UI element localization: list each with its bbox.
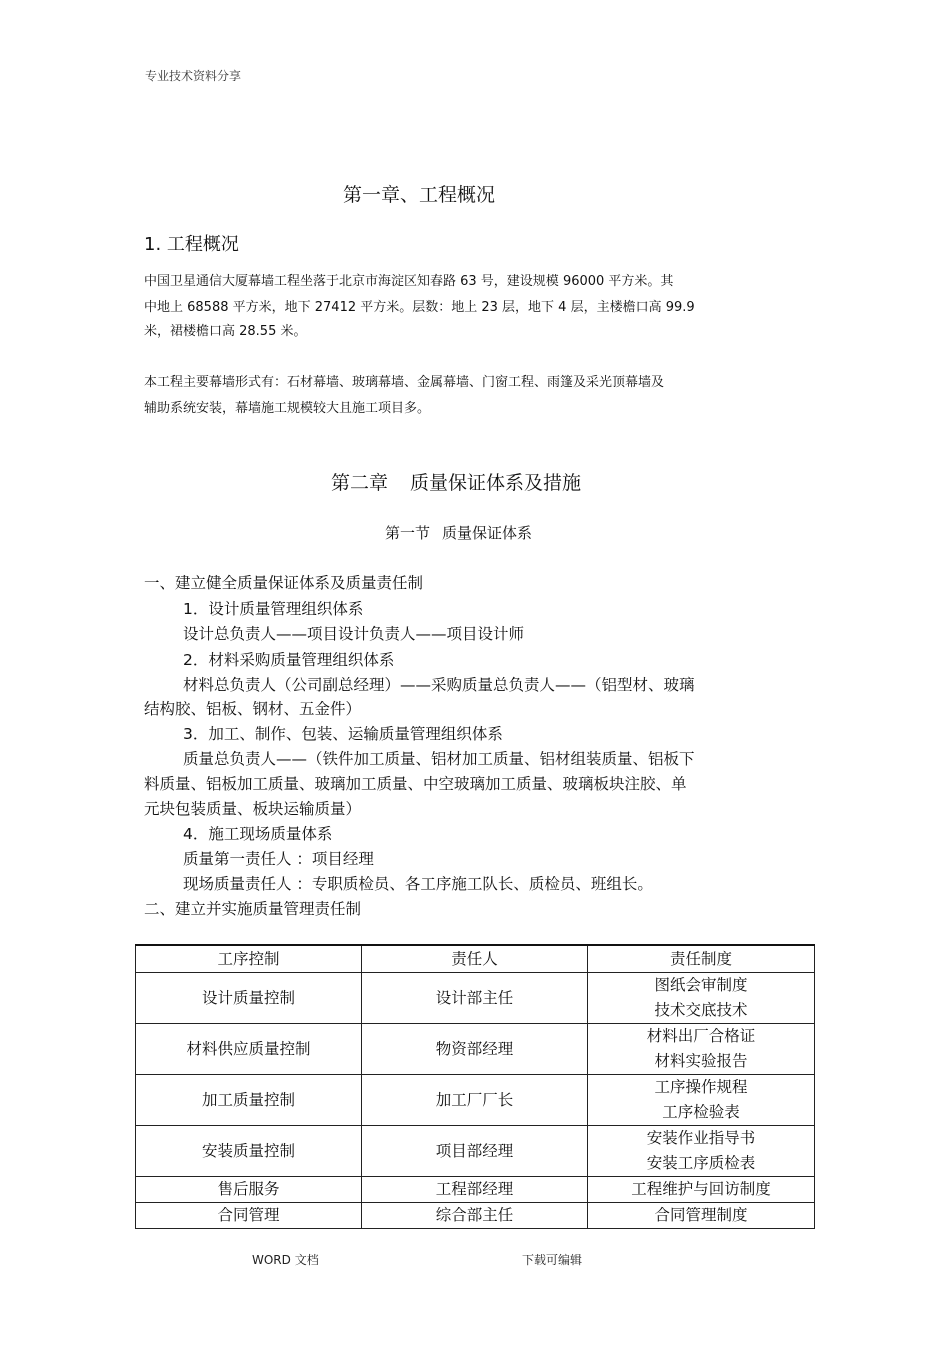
overview-line-1: 中国卫星通信大厦幕墙工程坐落于北京市海淀区知春路 63 号，建设规模 96000 平方米。其 bbox=[144, 274, 674, 289]
quality-control-table bbox=[135, 944, 815, 1229]
item-site-org: 4．施工现场质量体系 bbox=[183, 825, 333, 843]
item-material-chain-2: 结构胶、铝板、钢材、五金件） bbox=[144, 700, 362, 718]
cell-person: 设计部主任 bbox=[362, 973, 588, 1024]
item-site-responsible: 现场质量责任人 ：专职质检员、各工序施工队长、质检员、班组长。 bbox=[183, 875, 653, 893]
overview-line-2: 中地上 68588 平方米，地下 27412 平方米。层数：地上 23 层，地下 4 层，主楼檐口高 99.9 bbox=[144, 300, 695, 315]
cell-process: 安装质量控制 bbox=[136, 1126, 362, 1177]
cell-person: 加工厂厂长 bbox=[362, 1075, 588, 1126]
table-row bbox=[136, 1075, 815, 1126]
cell-process: 合同管理 bbox=[136, 1203, 362, 1229]
footer-right: 下载可编辑 bbox=[522, 1253, 583, 1267]
page-header: 专业技术资料分享 bbox=[145, 69, 242, 83]
table-row bbox=[136, 1024, 815, 1075]
footer-left: WORD 文档 bbox=[252, 1253, 319, 1267]
cell-system-line: 安装作业指导书 bbox=[646, 1129, 756, 1147]
cell-system-line: 工序检验表 bbox=[662, 1103, 740, 1121]
cell-process: 设计质量控制 bbox=[136, 973, 362, 1024]
item-processing-chain-1: 质量总负责人——（铁件加工质量、铝材加工质量、铝材组装质量、铝板下 bbox=[183, 750, 695, 768]
cell-system-line: 工序操作规程 bbox=[654, 1078, 748, 1096]
item-processing-org: 3．加工、制作、包装、运输质量管理组织体系 bbox=[183, 725, 503, 743]
cell-system-line: 材料实验报告 bbox=[654, 1052, 748, 1070]
item-material-chain-1: 材料总负责人（公司副总经理）——采购质量总负责人——（铝型材、玻璃 bbox=[183, 676, 695, 694]
subsection-name: 质量保证体系 bbox=[442, 524, 533, 542]
table-row bbox=[136, 1126, 815, 1177]
overview-line-3: 米，裙楼檐口高 28.55 米。 bbox=[144, 324, 307, 339]
subsection-number: 第一节 bbox=[385, 524, 431, 542]
cell-process: 材料供应质量控制 bbox=[136, 1024, 362, 1075]
item-site-first-responsible: 质量第一责任人 ：项目经理 bbox=[183, 850, 374, 868]
cell-person: 项目部经理 bbox=[362, 1126, 588, 1177]
subsection-title bbox=[385, 522, 532, 543]
item-processing-chain-2: 料质量、铝板加工质量、玻璃加工质量、中空玻璃加工质量、玻璃板块注胶、单 bbox=[144, 775, 687, 793]
table-header-row bbox=[136, 945, 815, 973]
item-design-org: 1．设计质量管理组织体系 bbox=[183, 600, 364, 618]
cell-system: 工程维护与回访制度 bbox=[588, 1177, 815, 1203]
cell-system bbox=[588, 973, 815, 1024]
curtain-wall-types-line-2: 辅助系统安装，幕墙施工规模较大且施工项目多。 bbox=[144, 401, 431, 416]
cell-person: 物资部经理 bbox=[362, 1024, 588, 1075]
chapter-2-title bbox=[331, 468, 581, 495]
cell-system-line: 技术交底技术 bbox=[654, 1001, 748, 1019]
cell-person: 工程部经理 bbox=[362, 1177, 588, 1203]
heading-quality-system: 一、建立健全质量保证体系及质量责任制 bbox=[144, 574, 424, 592]
table-row bbox=[136, 1203, 815, 1229]
cell-system-line: 安装工序质检表 bbox=[646, 1154, 756, 1172]
cell-process: 加工质量控制 bbox=[136, 1075, 362, 1126]
chapter-2-number: 第二章 bbox=[331, 472, 389, 494]
cell-person: 综合部主任 bbox=[362, 1203, 588, 1229]
section-1-title: 1. 工程概况 bbox=[144, 234, 239, 255]
item-design-chain: 设计总负责人——项目设计负责人——项目设计师 bbox=[183, 625, 525, 643]
chapter-1-title: 第一章、工程概况 bbox=[343, 184, 496, 206]
cell-system-line: 图纸会审制度 bbox=[654, 976, 748, 994]
header-process: 工序控制 bbox=[136, 945, 362, 973]
cell-system bbox=[588, 1024, 815, 1075]
heading-responsibility-system: 二、建立并实施质量管理责任制 bbox=[144, 900, 362, 918]
item-processing-chain-3: 元块包装质量、板块运输质量） bbox=[144, 800, 362, 818]
cell-system: 合同管理制度 bbox=[588, 1203, 815, 1229]
item-material-org: 2．材料采购质量管理组织体系 bbox=[183, 651, 395, 669]
cell-process: 售后服务 bbox=[136, 1177, 362, 1203]
cell-system bbox=[588, 1075, 815, 1126]
curtain-wall-types-line-1: 本工程主要幕墙形式有：石材幕墙、玻璃幕墙、金属幕墙、门窗工程、雨篷及采光顶幕墙及 bbox=[144, 375, 665, 390]
header-person: 责任人 bbox=[362, 945, 588, 973]
table-row bbox=[136, 1177, 815, 1203]
header-system: 责任制度 bbox=[588, 945, 815, 973]
cell-system-line: 材料出厂合格证 bbox=[646, 1027, 756, 1045]
chapter-2-name: 质量保证体系及措施 bbox=[410, 472, 582, 494]
cell-system bbox=[588, 1126, 815, 1177]
table-row bbox=[136, 973, 815, 1024]
